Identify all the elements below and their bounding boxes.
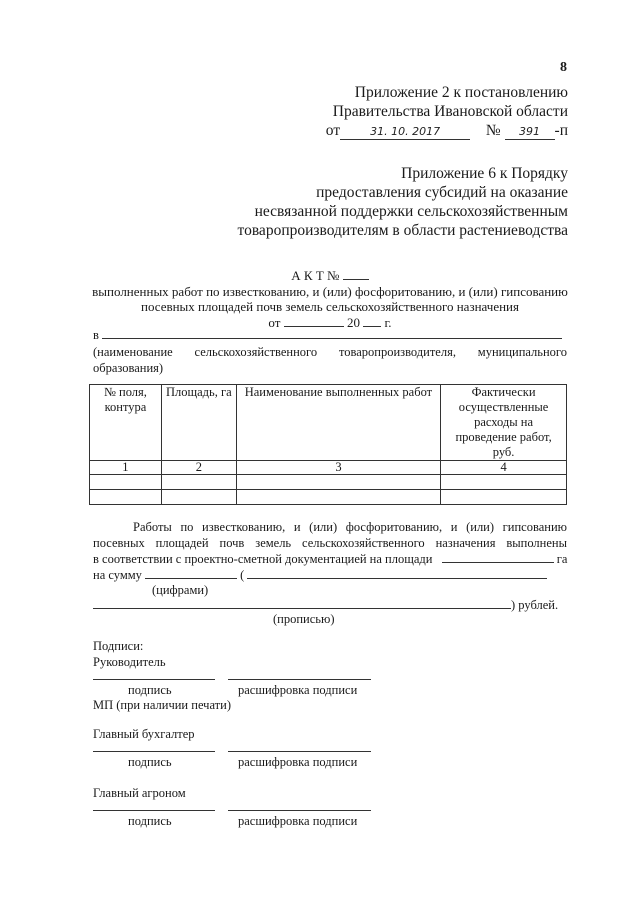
accountant-decoding-field[interactable] <box>228 751 371 752</box>
column-number: 2 <box>161 461 236 475</box>
appendix-header-date-line <box>326 121 568 140</box>
recipient-line <box>93 327 567 343</box>
accountant-signature-field[interactable] <box>93 751 215 752</box>
table-cell[interactable] <box>161 475 236 490</box>
column-number: 3 <box>236 461 440 475</box>
works-table <box>89 384 567 505</box>
page-number: 8 <box>560 60 567 75</box>
act-subtitle-line1: выполненных работ по известкованию, и (или) фосфоритованию, и (или) гипсованию <box>92 283 568 299</box>
date-value[interactable]: 31. 10. 2017 <box>340 125 470 140</box>
act-number-field[interactable] <box>343 268 369 280</box>
stamp-note: МП (при наличии печати) <box>93 698 232 712</box>
act-title-block <box>90 268 570 330</box>
procedure-header-line: Приложение 6 к Порядку <box>401 165 568 182</box>
body-para-line1: Работы по известкованию, и (или) фосфоритованию, и (или) гипсованию <box>133 520 567 534</box>
number-suffix: -п <box>554 122 568 139</box>
recipient-caption: (наименование сельскохозяйственного товаропроизводителя, муниципального <box>93 345 567 359</box>
table-row <box>90 475 567 490</box>
act-title: А К Т № <box>90 268 570 284</box>
act-subtitle-line2: посевных площадей почв земель сельскохозяйственного назначения <box>140 299 519 314</box>
agronomist-decoding-field[interactable] <box>228 810 371 811</box>
area-field[interactable] <box>442 551 554 563</box>
words-caption: (прописью) <box>273 612 335 626</box>
role-director: Руководитель <box>93 655 166 669</box>
procedure-header-line: несвязанной поддержки сельскохозяйственным <box>254 203 568 220</box>
decoding-caption: расшифровка подписи <box>238 755 358 769</box>
header-actual-expenses: Фактически осуществленные расходы на проведение работ, руб. <box>441 385 567 461</box>
table-header-row <box>90 385 567 461</box>
header-area: Площадь, га <box>161 385 236 461</box>
recipient-caption-line2: образования) <box>93 361 164 375</box>
role-chief-agronomist: Главный агроном <box>93 786 186 800</box>
procedure-header-line: товаропроизводителям в области растениеводства <box>237 222 568 239</box>
appendix-header <box>326 83 568 140</box>
body-para-line3: в соответствии с проектно-сметной документацией на площади га <box>93 552 568 566</box>
signature-caption: подпись <box>128 755 172 769</box>
table-cell[interactable] <box>441 490 567 505</box>
director-signature-field[interactable] <box>93 679 215 680</box>
sum-words-field[interactable] <box>93 597 511 609</box>
sum-words-field-start[interactable] <box>247 567 547 579</box>
role-chief-accountant: Главный бухгалтер <box>93 727 195 741</box>
table-cell[interactable] <box>161 490 236 505</box>
procedure-header-line: предоставления субсидий на оказание <box>316 184 568 201</box>
procedure-header <box>238 164 569 240</box>
table-cell[interactable] <box>236 490 440 505</box>
recipient-prefix: в <box>93 328 99 342</box>
agronomist-signature-field[interactable] <box>93 810 215 811</box>
signatures-title: Подписи: <box>93 639 144 653</box>
table-cell[interactable] <box>236 475 440 490</box>
director-decoding-field[interactable] <box>228 679 371 680</box>
digits-caption: (цифрами) <box>152 583 209 597</box>
number-prefix: № <box>485 122 501 139</box>
number-value[interactable]: 391 <box>505 125 555 140</box>
act-date-line: от 20 г. <box>268 314 392 330</box>
decoding-caption: расшифровка подписи <box>238 814 358 828</box>
act-year-field[interactable] <box>363 315 381 327</box>
recipient-name-field[interactable] <box>102 327 562 339</box>
sum-words-line: ) рублей. <box>93 597 567 613</box>
table-cell[interactable] <box>90 475 162 490</box>
appendix-header-line2: Правительства Ивановской области <box>332 103 568 120</box>
table-cell[interactable] <box>441 475 567 490</box>
signature-caption: подпись <box>128 683 172 697</box>
table-cell[interactable] <box>90 490 162 505</box>
appendix-header-line1: Приложение 2 к постановлению <box>354 84 568 101</box>
column-number: 1 <box>90 461 162 475</box>
header-field-number: № поля, контура <box>90 385 162 461</box>
column-number: 4 <box>441 461 567 475</box>
date-prefix: от <box>325 122 341 139</box>
signature-caption: подпись <box>128 814 172 828</box>
act-date-field[interactable] <box>284 315 344 327</box>
body-para-line2: посевных площадей почв земель сельскохозяйственного назначения выполнены <box>93 536 567 550</box>
table-row <box>90 490 567 505</box>
sum-digits-field[interactable] <box>145 567 237 579</box>
decoding-caption: расшифровка подписи <box>238 683 358 697</box>
sum-line: на сумму ( <box>93 567 567 583</box>
column-number-row <box>90 461 567 475</box>
header-work-name: Наименование выполненных работ <box>236 385 440 461</box>
